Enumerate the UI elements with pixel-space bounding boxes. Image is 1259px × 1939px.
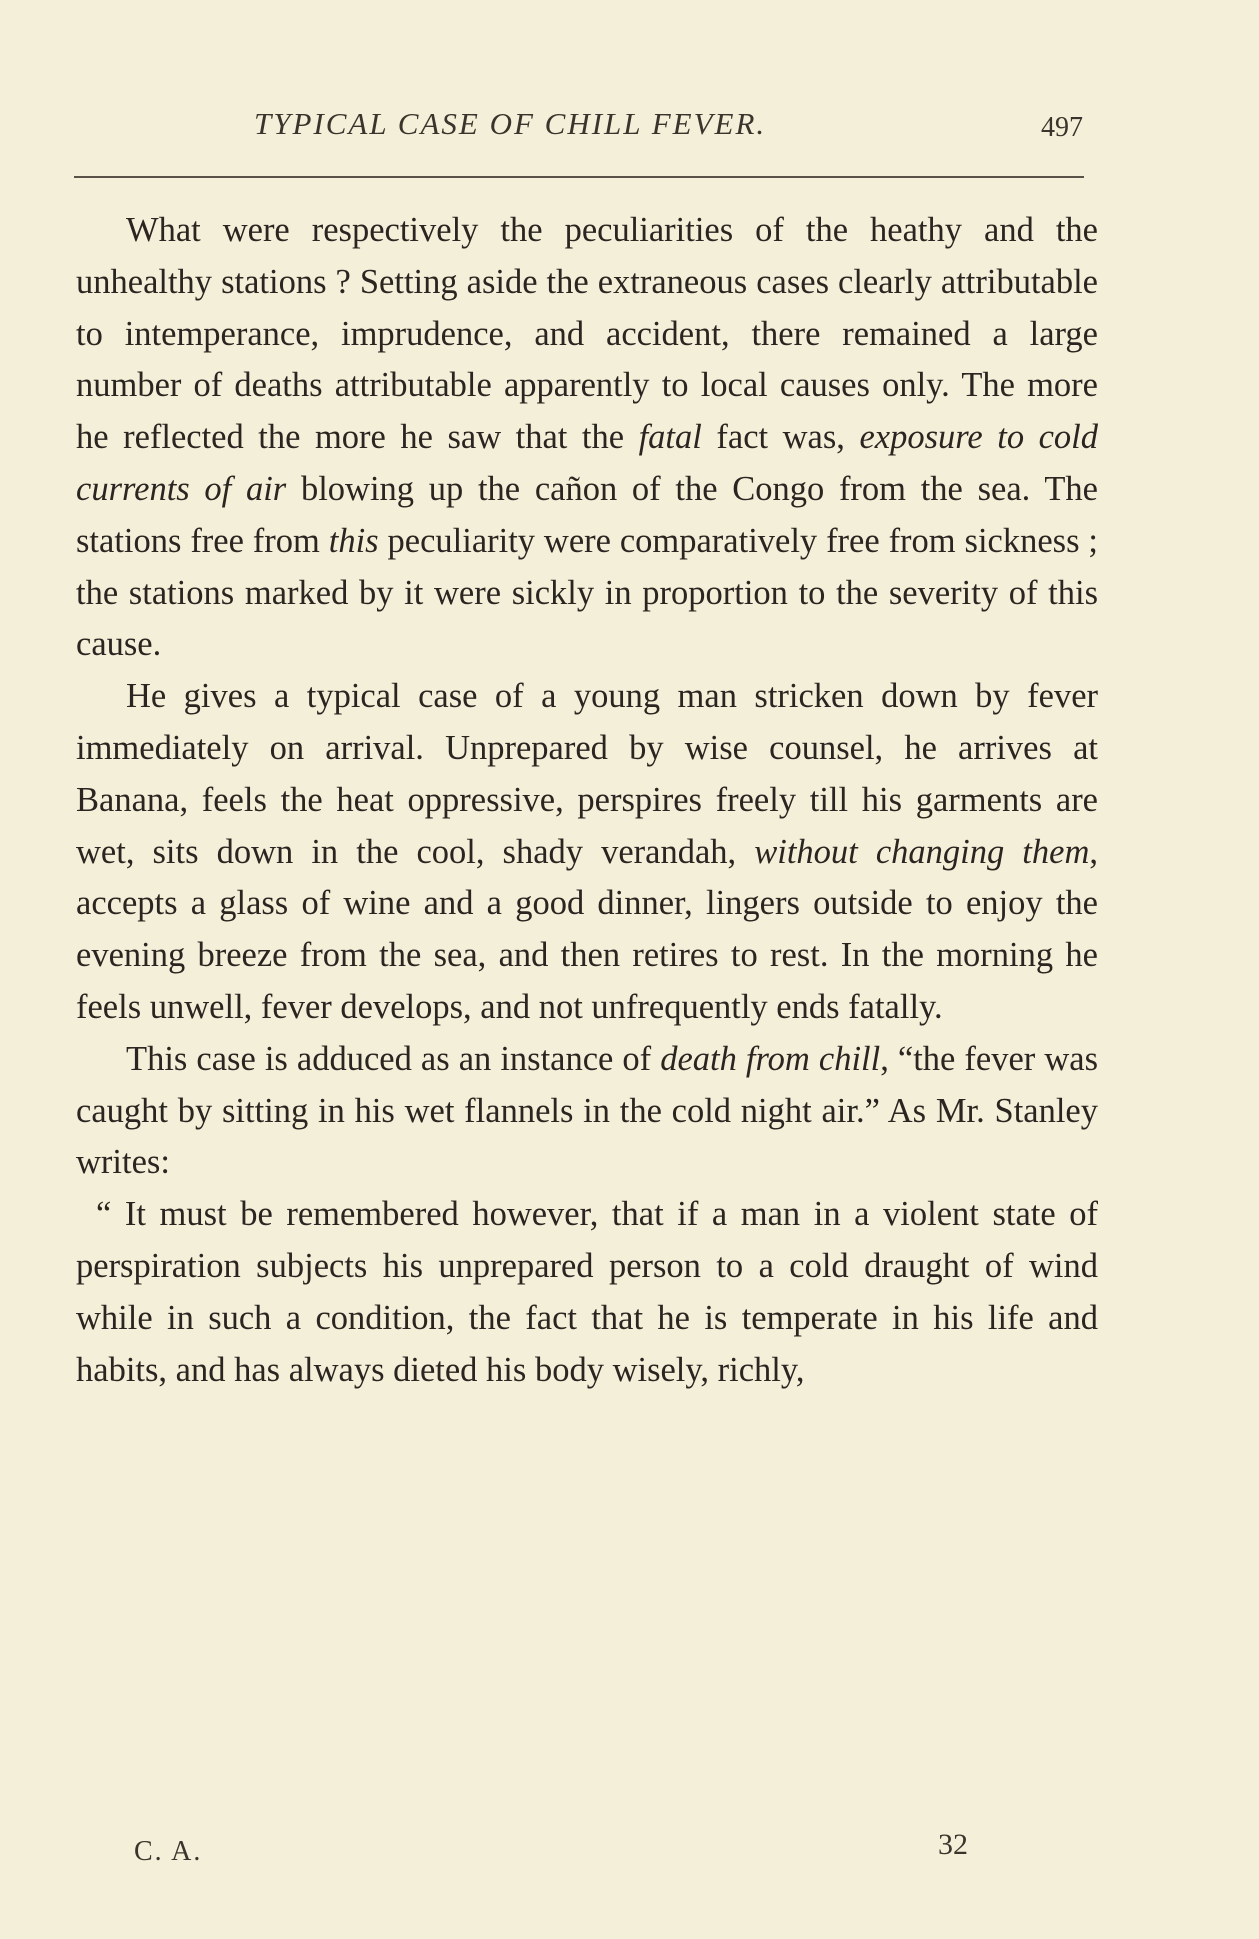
quote-paragraph [76,1189,1098,1396]
paragraph [76,1034,1098,1189]
sheet-number: 32 [938,1828,968,1861]
page-number: 497 [1041,112,1083,143]
paragraph [76,205,1098,671]
header-rule [74,176,1084,178]
text-run: , “the fever was caught by sitting in his wet flannels in the cold night air.” As Mr. Stanley writes: [76,1039,1098,1182]
body-text [76,205,1098,1396]
page-header [74,100,1083,150]
italic-text: fatal [638,418,702,457]
signature-mark: C. A. [134,1836,203,1867]
text-run: , accepts a glass of wine and a good dinner, lingers outside to enjoy the evening breeze from the sea, and then retires to rest. In the morning he feels unwell, fever develops, and not unfrequently ends fatally. [76,832,1098,1026]
text-run: This case is adduced as an instance of [126,1039,661,1078]
italic-text: without changing them [754,832,1090,871]
italic-text: exposure to cold currents of air [76,418,1098,508]
text-run: fact was, [701,418,860,457]
italic-text: death from chill [660,1039,881,1078]
text-run: What were respectively the peculiarities of the heathy and the unhealthy stations ? Setting aside the extraneous cases clearly attributable to intemperance, imprudence, and accident, there remained a large number of deaths attributable apparently to local causes only. The more he reflected the more he saw that the [76,211,1098,457]
italic-text: this [328,521,379,560]
paragraph [76,671,1098,1034]
page-footer [76,1828,1098,1886]
text-run: “ It must be remembered however, that if a man in a violent state of perspiration subjects his unprepared person to a cold draught of wind while in such a condition, the fact that he is temperate in his life and habits, and has always dieted his body wisely, richly, [76,1195,1098,1389]
text-run: peculiarity were comparatively free from sickness ; the stations marked by it were sickly in proportion to the severity of this cause. [76,521,1098,664]
text-run: He gives a typical case of a young man stricken down by fever immediately on arrival. Unprepared by wise counsel, he arrives at Banana, feels the heat oppressive, perspires freely till his garments are wet, sits down in the cool, shady verandah, [76,677,1098,871]
running-title: TYPICAL CASE OF CHILL FEVER. [254,106,767,141]
text-run: blowing up the cañon of the Congo from the sea. The stations free from [76,469,1098,560]
